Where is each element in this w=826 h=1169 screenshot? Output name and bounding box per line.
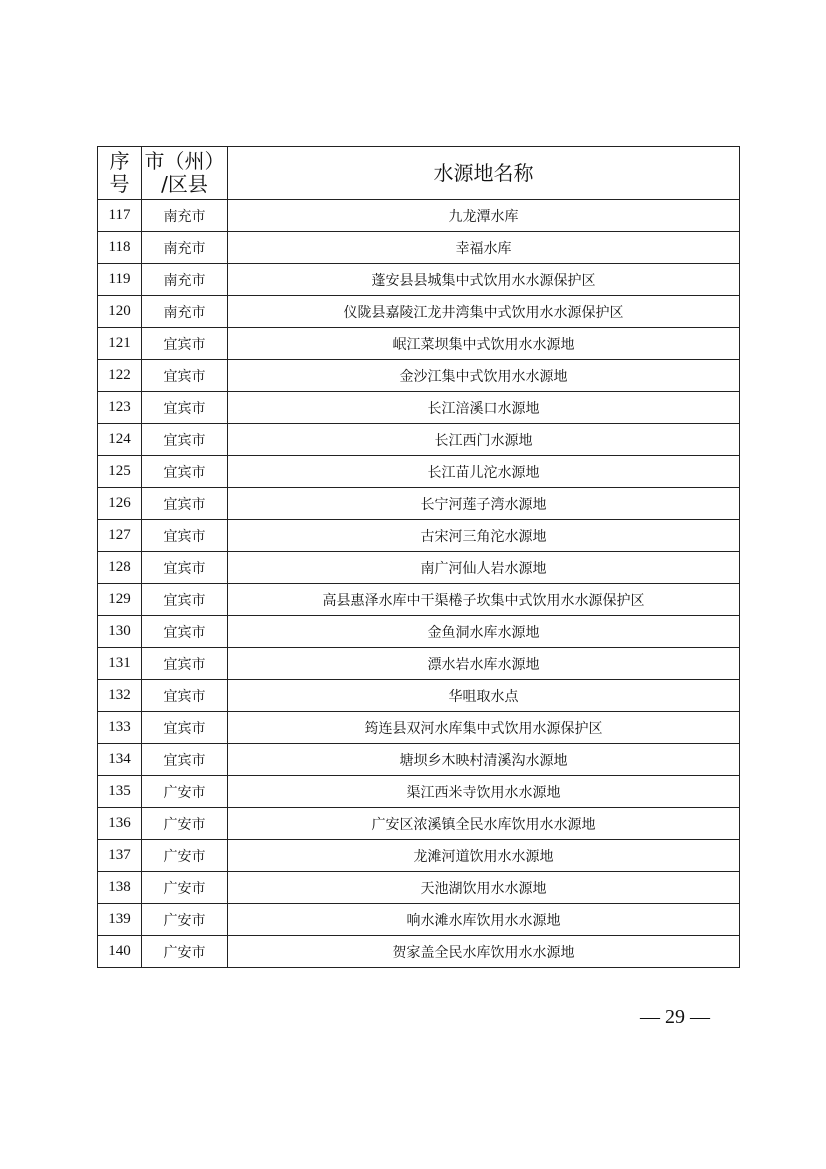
row-name: 天池湖饮用水水源地 bbox=[228, 872, 740, 904]
table-row bbox=[98, 936, 740, 968]
row-number: 127 bbox=[98, 520, 142, 552]
table-row bbox=[98, 680, 740, 712]
row-name: 高县惠泽水库中干渠棬子坎集中式饮用水水源保护区 bbox=[228, 584, 740, 616]
row-number: 138 bbox=[98, 872, 142, 904]
row-name: 仪陇县嘉陵江龙井湾集中式饮用水水源保护区 bbox=[228, 296, 740, 328]
row-city: 南充市 bbox=[142, 200, 228, 232]
row-city: 宜宾市 bbox=[142, 648, 228, 680]
row-number: 135 bbox=[98, 776, 142, 808]
row-number: 137 bbox=[98, 840, 142, 872]
row-number: 122 bbox=[98, 360, 142, 392]
row-name: 蓬安县县城集中式饮用水水源保护区 bbox=[228, 264, 740, 296]
row-number: 119 bbox=[98, 264, 142, 296]
row-city: 宜宾市 bbox=[142, 584, 228, 616]
row-city: 宜宾市 bbox=[142, 616, 228, 648]
row-name: 长宁河莲子湾水源地 bbox=[228, 488, 740, 520]
header-city-line2: /区县 bbox=[161, 172, 208, 196]
row-number: 132 bbox=[98, 680, 142, 712]
table-row bbox=[98, 264, 740, 296]
row-city: 宜宾市 bbox=[142, 680, 228, 712]
header-row bbox=[98, 147, 740, 200]
row-city: 宜宾市 bbox=[142, 520, 228, 552]
table-row bbox=[98, 744, 740, 776]
row-city: 南充市 bbox=[142, 232, 228, 264]
row-name: 贺家盖全民水库饮用水水源地 bbox=[228, 936, 740, 968]
table-row bbox=[98, 840, 740, 872]
row-number: 140 bbox=[98, 936, 142, 968]
row-name: 幸福水库 bbox=[228, 232, 740, 264]
row-number: 131 bbox=[98, 648, 142, 680]
table-row bbox=[98, 488, 740, 520]
row-city: 广安市 bbox=[142, 776, 228, 808]
row-name: 长江西门水源地 bbox=[228, 424, 740, 456]
row-number: 139 bbox=[98, 904, 142, 936]
table-row bbox=[98, 776, 740, 808]
row-number: 136 bbox=[98, 808, 142, 840]
row-city: 广安市 bbox=[142, 808, 228, 840]
row-number: 133 bbox=[98, 712, 142, 744]
row-city: 宜宾市 bbox=[142, 744, 228, 776]
table-row bbox=[98, 872, 740, 904]
table-row bbox=[98, 392, 740, 424]
row-city: 宜宾市 bbox=[142, 424, 228, 456]
row-name: 华咀取水点 bbox=[228, 680, 740, 712]
header-no: 序号 bbox=[98, 147, 142, 200]
table-row bbox=[98, 296, 740, 328]
row-city: 南充市 bbox=[142, 296, 228, 328]
row-number: 121 bbox=[98, 328, 142, 360]
header-city bbox=[142, 147, 228, 200]
row-name: 龙滩河道饮用水水源地 bbox=[228, 840, 740, 872]
page-number: — 29 — bbox=[640, 1006, 710, 1028]
row-city: 宜宾市 bbox=[142, 552, 228, 584]
row-city: 宜宾市 bbox=[142, 392, 228, 424]
table-row bbox=[98, 328, 740, 360]
row-name: 筠连县双河水库集中式饮用水源保护区 bbox=[228, 712, 740, 744]
row-name: 南广河仙人岩水源地 bbox=[228, 552, 740, 584]
row-number: 125 bbox=[98, 456, 142, 488]
table-row bbox=[98, 648, 740, 680]
table-row bbox=[98, 712, 740, 744]
table-row bbox=[98, 616, 740, 648]
table-body bbox=[98, 200, 740, 968]
row-name: 金鱼洞水库水源地 bbox=[228, 616, 740, 648]
row-name: 广安区浓溪镇全民水库饮用水水源地 bbox=[228, 808, 740, 840]
row-name: 长江苗儿沱水源地 bbox=[228, 456, 740, 488]
header-city-line1: 市（州） bbox=[144, 149, 225, 173]
row-city: 南充市 bbox=[142, 264, 228, 296]
row-city: 广安市 bbox=[142, 840, 228, 872]
row-city: 宜宾市 bbox=[142, 456, 228, 488]
row-name: 岷江菜坝集中式饮用水水源地 bbox=[228, 328, 740, 360]
row-number: 134 bbox=[98, 744, 142, 776]
row-number: 130 bbox=[98, 616, 142, 648]
table-row bbox=[98, 552, 740, 584]
row-name: 金沙江集中式饮用水水源地 bbox=[228, 360, 740, 392]
row-name: 响水滩水库饮用水水源地 bbox=[228, 904, 740, 936]
header-name: 水源地名称 bbox=[228, 147, 740, 200]
table-row bbox=[98, 904, 740, 936]
row-number: 129 bbox=[98, 584, 142, 616]
row-city: 宜宾市 bbox=[142, 712, 228, 744]
row-number: 117 bbox=[98, 200, 142, 232]
table-row bbox=[98, 520, 740, 552]
table-row bbox=[98, 424, 740, 456]
table-row bbox=[98, 360, 740, 392]
row-name: 九龙潭水库 bbox=[228, 200, 740, 232]
row-number: 118 bbox=[98, 232, 142, 264]
row-number: 126 bbox=[98, 488, 142, 520]
row-name: 漂水岩水库水源地 bbox=[228, 648, 740, 680]
row-number: 120 bbox=[98, 296, 142, 328]
row-number: 124 bbox=[98, 424, 142, 456]
row-city: 广安市 bbox=[142, 904, 228, 936]
row-number: 128 bbox=[98, 552, 142, 584]
row-name: 塘坝乡木映村清溪沟水源地 bbox=[228, 744, 740, 776]
row-name: 长江涪溪口水源地 bbox=[228, 392, 740, 424]
row-number: 123 bbox=[98, 392, 142, 424]
table-row bbox=[98, 200, 740, 232]
water-source-table bbox=[97, 146, 740, 968]
row-city: 广安市 bbox=[142, 936, 228, 968]
row-city: 广安市 bbox=[142, 872, 228, 904]
row-name: 渠江西米寺饮用水水源地 bbox=[228, 776, 740, 808]
table-row bbox=[98, 232, 740, 264]
row-city: 宜宾市 bbox=[142, 488, 228, 520]
row-name: 古宋河三角沱水源地 bbox=[228, 520, 740, 552]
table-row bbox=[98, 808, 740, 840]
row-city: 宜宾市 bbox=[142, 328, 228, 360]
table-header bbox=[98, 147, 740, 200]
row-city: 宜宾市 bbox=[142, 360, 228, 392]
table-row bbox=[98, 584, 740, 616]
table-row bbox=[98, 456, 740, 488]
